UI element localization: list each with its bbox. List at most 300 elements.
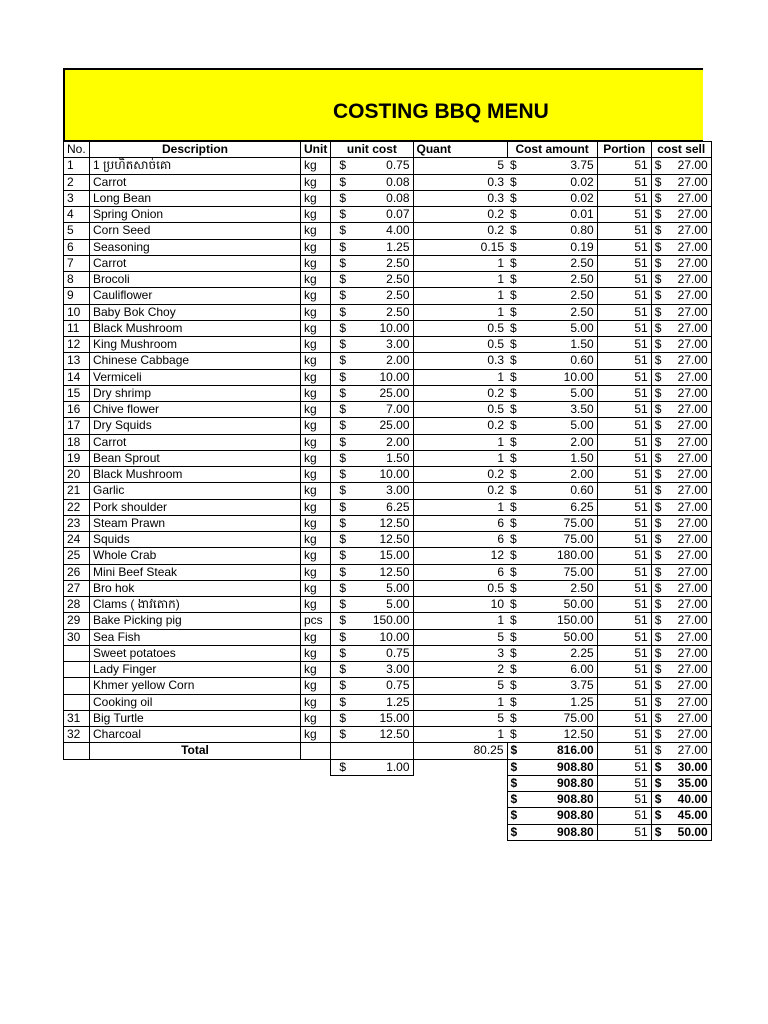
row-cost-amount: 12.50 [520, 727, 597, 743]
row-number [64, 694, 90, 710]
row-unit: kg [301, 190, 331, 206]
currency-symbol: $ [507, 515, 520, 531]
scenario-cost-amount: 908.80 [520, 824, 597, 840]
row-unit: kg [301, 272, 331, 288]
scenario-portion: 51 [597, 824, 651, 840]
blank-cell [349, 775, 413, 791]
table-row [64, 662, 712, 678]
row-cost-amount: 0.80 [520, 223, 597, 239]
row-quantity: 0.2 [413, 467, 507, 483]
row-unit: kg [301, 499, 331, 515]
currency-symbol: $ [651, 515, 665, 531]
row-description: Dry shrimp [90, 385, 301, 401]
row-unit-cost: 6.25 [349, 499, 413, 515]
row-portion: 51 [597, 532, 651, 548]
row-unit: kg [301, 255, 331, 271]
currency-symbol: $ [651, 775, 665, 791]
blank-cell [90, 792, 301, 808]
currency-symbol: $ [331, 288, 349, 304]
row-cost-sell: 27.00 [665, 223, 711, 239]
row-unit-cost: 12.50 [349, 727, 413, 743]
row-quantity: 0.5 [413, 580, 507, 596]
currency-symbol: $ [331, 337, 349, 353]
costing-table [63, 141, 712, 841]
row-description: Carrot [90, 174, 301, 190]
row-unit-cost: 5.00 [349, 580, 413, 596]
currency-symbol: $ [651, 174, 665, 190]
row-unit: kg [301, 174, 331, 190]
currency-symbol: $ [651, 564, 665, 580]
blank-cell [413, 792, 507, 808]
row-unit: kg [301, 320, 331, 336]
currency-symbol: $ [651, 272, 665, 288]
blank-cell [331, 775, 349, 791]
row-unit: kg [301, 515, 331, 531]
blank-cell [413, 775, 507, 791]
row-description: Sweet potatoes [90, 645, 301, 661]
row-unit-cost: 3.00 [349, 483, 413, 499]
row-cost-sell: 27.00 [665, 353, 711, 369]
row-unit: kg [301, 288, 331, 304]
row-quantity: 0.3 [413, 174, 507, 190]
blank-cell [301, 775, 331, 791]
currency-symbol: $ [331, 353, 349, 369]
row-unit-cost: 10.00 [349, 320, 413, 336]
scenario-row [64, 824, 712, 840]
row-cost-sell: 27.00 [665, 662, 711, 678]
row-cost-sell: 27.00 [665, 645, 711, 661]
row-number: 3 [64, 190, 90, 206]
currency-symbol: $ [651, 337, 665, 353]
currency-symbol: $ [507, 694, 520, 710]
row-cost-amount: 1.50 [520, 337, 597, 353]
currency-symbol: $ [507, 597, 520, 613]
currency-symbol: $ [651, 727, 665, 743]
currency-symbol: $ [507, 710, 520, 726]
row-cost-amount: 2.50 [520, 580, 597, 596]
row-number: 11 [64, 320, 90, 336]
row-description: Carrot [90, 434, 301, 450]
currency-symbol: $ [507, 580, 520, 596]
currency-symbol: $ [507, 792, 520, 808]
total-quantity: 80.25 [413, 743, 507, 759]
row-number [64, 678, 90, 694]
row-portion: 51 [597, 272, 651, 288]
row-description: Chive flower [90, 402, 301, 418]
blank-cell [64, 824, 90, 840]
row-number: 32 [64, 727, 90, 743]
table-row [64, 418, 712, 434]
blank-cell [64, 775, 90, 791]
row-portion: 51 [597, 320, 651, 336]
currency-symbol: $ [507, 613, 520, 629]
row-cost-sell: 27.00 [665, 727, 711, 743]
row-cost-sell: 27.00 [665, 207, 711, 223]
currency-symbol: $ [331, 710, 349, 726]
row-cost-sell: 27.00 [665, 548, 711, 564]
row-portion: 51 [597, 434, 651, 450]
row-cost-amount: 0.60 [520, 483, 597, 499]
row-quantity: 6 [413, 515, 507, 531]
row-number: 28 [64, 597, 90, 613]
currency-symbol: $ [331, 613, 349, 629]
row-description: Whole Crab [90, 548, 301, 564]
row-quantity: 1 [413, 255, 507, 271]
table-row [64, 710, 712, 726]
currency-symbol: $ [651, 402, 665, 418]
currency-symbol: $ [651, 613, 665, 629]
row-quantity: 1 [413, 369, 507, 385]
currency-symbol: $ [331, 759, 349, 775]
row-description: Big Turtle [90, 710, 301, 726]
currency-symbol: $ [331, 385, 349, 401]
currency-symbol: $ [651, 694, 665, 710]
header-no: No. [64, 142, 90, 158]
row-description: Vermiceli [90, 369, 301, 385]
currency-symbol: $ [331, 434, 349, 450]
currency-symbol: $ [507, 743, 520, 759]
row-description: Lady Finger [90, 662, 301, 678]
row-portion: 51 [597, 613, 651, 629]
row-portion: 51 [597, 727, 651, 743]
row-description: Steam Prawn [90, 515, 301, 531]
currency-symbol: $ [651, 645, 665, 661]
row-cost-amount: 2.25 [520, 645, 597, 661]
currency-symbol: $ [651, 483, 665, 499]
row-number: 1 [64, 158, 90, 174]
row-portion: 51 [597, 402, 651, 418]
row-unit: kg [301, 207, 331, 223]
row-portion: 51 [597, 207, 651, 223]
row-quantity: 10 [413, 597, 507, 613]
row-cost-sell: 27.00 [665, 613, 711, 629]
row-quantity: 0.5 [413, 337, 507, 353]
row-number [64, 662, 90, 678]
scenario-portion: 51 [597, 759, 651, 775]
currency-symbol: $ [651, 304, 665, 320]
row-number: 10 [64, 304, 90, 320]
row-unit: kg [301, 418, 331, 434]
row-portion: 51 [597, 385, 651, 401]
currency-symbol: $ [507, 629, 520, 645]
row-cost-amount: 50.00 [520, 597, 597, 613]
row-unit: kg [301, 548, 331, 564]
currency-symbol: $ [651, 532, 665, 548]
row-unit: kg [301, 369, 331, 385]
currency-symbol: $ [507, 775, 520, 791]
row-unit: kg [301, 532, 331, 548]
row-cost-amount: 1.25 [520, 694, 597, 710]
currency-symbol: $ [651, 190, 665, 206]
scenario-cost-sell: 50.00 [665, 824, 711, 840]
row-cost-amount: 5.00 [520, 418, 597, 434]
row-unit-cost: 25.00 [349, 418, 413, 434]
row-unit: kg [301, 402, 331, 418]
blank-cell [90, 808, 301, 824]
currency-symbol: $ [507, 288, 520, 304]
row-cost-sell: 27.00 [665, 158, 711, 174]
row-quantity: 5 [413, 678, 507, 694]
row-cost-amount: 5.00 [520, 385, 597, 401]
row-cost-sell: 27.00 [665, 515, 711, 531]
row-unit: kg [301, 629, 331, 645]
row-description: Long Bean [90, 190, 301, 206]
table-row [64, 158, 712, 174]
currency-symbol: $ [507, 385, 520, 401]
currency-symbol: $ [651, 320, 665, 336]
currency-symbol: $ [651, 678, 665, 694]
row-portion: 51 [597, 304, 651, 320]
currency-symbol: $ [651, 759, 665, 775]
row-portion: 51 [597, 288, 651, 304]
row-description: Spring Onion [90, 207, 301, 223]
table-row [64, 434, 712, 450]
row-unit: kg [301, 564, 331, 580]
currency-symbol: $ [651, 808, 665, 824]
row-quantity: 1 [413, 450, 507, 466]
total-portion: 51 [597, 743, 651, 759]
scenario-row [64, 792, 712, 808]
currency-symbol: $ [507, 369, 520, 385]
table-row [64, 597, 712, 613]
currency-symbol: $ [331, 694, 349, 710]
currency-symbol: $ [651, 792, 665, 808]
row-cost-amount: 1.50 [520, 450, 597, 466]
row-number: 30 [64, 629, 90, 645]
currency-symbol: $ [651, 255, 665, 271]
header-portion: Portion [597, 142, 651, 158]
row-quantity: 1 [413, 613, 507, 629]
scenario-cost-amount: 908.80 [520, 808, 597, 824]
blank-cell [64, 792, 90, 808]
row-number: 22 [64, 499, 90, 515]
currency-symbol: $ [507, 434, 520, 450]
row-unit: kg [301, 727, 331, 743]
blank-cell [331, 808, 349, 824]
currency-symbol: $ [507, 678, 520, 694]
currency-symbol: $ [651, 467, 665, 483]
row-unit: kg [301, 580, 331, 596]
currency-symbol: $ [331, 727, 349, 743]
row-number: 29 [64, 613, 90, 629]
currency-symbol: $ [331, 645, 349, 661]
scenario-cost-sell: 40.00 [665, 792, 711, 808]
row-cost-amount: 6.25 [520, 499, 597, 515]
table-row [64, 694, 712, 710]
row-cost-sell: 27.00 [665, 174, 711, 190]
currency-symbol: $ [507, 223, 520, 239]
row-number: 4 [64, 207, 90, 223]
row-number: 23 [64, 515, 90, 531]
row-portion: 51 [597, 255, 651, 271]
table-row [64, 548, 712, 564]
currency-symbol: $ [507, 272, 520, 288]
row-cost-amount: 3.75 [520, 678, 597, 694]
table-row [64, 483, 712, 499]
row-portion: 51 [597, 597, 651, 613]
row-description: Cauliflower [90, 288, 301, 304]
currency-symbol: $ [507, 662, 520, 678]
row-portion: 51 [597, 645, 651, 661]
row-description: Dry Squids [90, 418, 301, 434]
row-description: Mini Beef Steak [90, 564, 301, 580]
row-unit-cost: 2.50 [349, 272, 413, 288]
row-quantity: 6 [413, 564, 507, 580]
currency-symbol: $ [331, 515, 349, 531]
row-portion: 51 [597, 515, 651, 531]
total-cost-amount: 816.00 [520, 743, 597, 759]
row-portion: 51 [597, 223, 651, 239]
scenario-portion: 51 [597, 808, 651, 824]
row-portion: 51 [597, 564, 651, 580]
row-cost-amount: 75.00 [520, 515, 597, 531]
currency-symbol: $ [507, 532, 520, 548]
scenario-row [64, 759, 712, 775]
currency-symbol: $ [651, 824, 665, 840]
row-unit-cost: 10.00 [349, 369, 413, 385]
scenario-cost-amount: 908.80 [520, 792, 597, 808]
row-description: King Mushroom [90, 337, 301, 353]
currency-symbol: $ [507, 808, 520, 824]
row-quantity: 1 [413, 727, 507, 743]
blank-cell [90, 824, 301, 840]
row-cost-amount: 2.50 [520, 272, 597, 288]
row-description: Squids [90, 532, 301, 548]
currency-symbol: $ [331, 580, 349, 596]
row-portion: 51 [597, 483, 651, 499]
row-description: 1 ប្រហិតសាច់គោ [90, 158, 301, 174]
header-cost-sell: cost sell [651, 142, 711, 158]
currency-symbol: $ [651, 418, 665, 434]
row-cost-sell: 27.00 [665, 369, 711, 385]
row-portion: 51 [597, 353, 651, 369]
currency-symbol: $ [507, 337, 520, 353]
blank-cell [331, 824, 349, 840]
total-cost-sell: 27.00 [665, 743, 711, 759]
currency-symbol: $ [331, 499, 349, 515]
row-unit: kg [301, 662, 331, 678]
table-row [64, 288, 712, 304]
row-unit-cost: 2.50 [349, 304, 413, 320]
currency-symbol: $ [331, 239, 349, 255]
blank-cell [301, 824, 331, 840]
row-cost-amount: 3.50 [520, 402, 597, 418]
currency-symbol: $ [651, 223, 665, 239]
row-unit-cost: 3.00 [349, 337, 413, 353]
row-quantity: 5 [413, 710, 507, 726]
header-cost-amount: Cost amount [507, 142, 597, 158]
table-row [64, 564, 712, 580]
row-quantity: 0.2 [413, 483, 507, 499]
row-description: Bro hok [90, 580, 301, 596]
table-row [64, 223, 712, 239]
row-number: 20 [64, 467, 90, 483]
row-cost-sell: 27.00 [665, 467, 711, 483]
currency-symbol: $ [331, 418, 349, 434]
currency-symbol: $ [651, 499, 665, 515]
currency-symbol: $ [651, 597, 665, 613]
row-quantity: 0.2 [413, 223, 507, 239]
row-description: Black Mushroom [90, 320, 301, 336]
currency-symbol: $ [331, 255, 349, 271]
row-quantity: 1 [413, 694, 507, 710]
row-cost-sell: 27.00 [665, 255, 711, 271]
currency-symbol: $ [331, 450, 349, 466]
row-portion: 51 [597, 467, 651, 483]
row-cost-sell: 27.00 [665, 629, 711, 645]
currency-symbol: $ [651, 450, 665, 466]
row-cost-amount: 0.02 [520, 190, 597, 206]
row-unit: kg [301, 483, 331, 499]
currency-symbol: $ [507, 759, 520, 775]
row-number: 13 [64, 353, 90, 369]
currency-symbol: $ [507, 255, 520, 271]
currency-symbol: $ [331, 662, 349, 678]
currency-symbol: $ [331, 304, 349, 320]
row-quantity: 0.2 [413, 418, 507, 434]
row-cost-sell: 27.00 [665, 564, 711, 580]
scenario-row [64, 808, 712, 824]
row-cost-amount: 2.50 [520, 304, 597, 320]
scenario-cost-sell: 30.00 [665, 759, 711, 775]
row-description: Brocoli [90, 272, 301, 288]
row-cost-sell: 27.00 [665, 418, 711, 434]
row-unit-cost: 2.50 [349, 288, 413, 304]
scenario-cost-amount: 908.80 [520, 759, 597, 775]
row-cost-amount: 3.75 [520, 158, 597, 174]
total-label: Total [90, 743, 301, 759]
row-cost-sell: 27.00 [665, 434, 711, 450]
row-unit: pcs [301, 613, 331, 629]
row-portion: 51 [597, 190, 651, 206]
row-number: 17 [64, 418, 90, 434]
row-unit-cost: 1.25 [349, 694, 413, 710]
blank-cell [301, 808, 331, 824]
row-cost-amount: 50.00 [520, 629, 597, 645]
row-unit: kg [301, 158, 331, 174]
currency-symbol: $ [331, 174, 349, 190]
row-cost-amount: 2.00 [520, 467, 597, 483]
blank-cell [90, 759, 301, 775]
row-description: Chinese Cabbage [90, 353, 301, 369]
table-row [64, 499, 712, 515]
row-number: 21 [64, 483, 90, 499]
row-unit-cost: 10.00 [349, 467, 413, 483]
row-number: 16 [64, 402, 90, 418]
blank-cell [413, 808, 507, 824]
currency-symbol: $ [331, 158, 349, 174]
currency-symbol: $ [507, 564, 520, 580]
currency-symbol: $ [331, 190, 349, 206]
currency-symbol: $ [331, 467, 349, 483]
blank-cell [301, 759, 331, 775]
header-unit-cost: unit cost [331, 142, 413, 158]
row-description: Sea Fish [90, 629, 301, 645]
row-unit-cost: 5.00 [349, 597, 413, 613]
row-unit: kg [301, 239, 331, 255]
currency-symbol: $ [507, 450, 520, 466]
scenario-cost-sell: 35.00 [665, 775, 711, 791]
row-cost-sell: 27.00 [665, 499, 711, 515]
row-description: Bean Sprout [90, 450, 301, 466]
table-row [64, 272, 712, 288]
row-unit-cost: 0.07 [349, 207, 413, 223]
row-quantity: 1 [413, 499, 507, 515]
table-row [64, 580, 712, 596]
row-cost-amount: 6.00 [520, 662, 597, 678]
row-quantity: 1 [413, 434, 507, 450]
blank-cell [331, 743, 349, 759]
